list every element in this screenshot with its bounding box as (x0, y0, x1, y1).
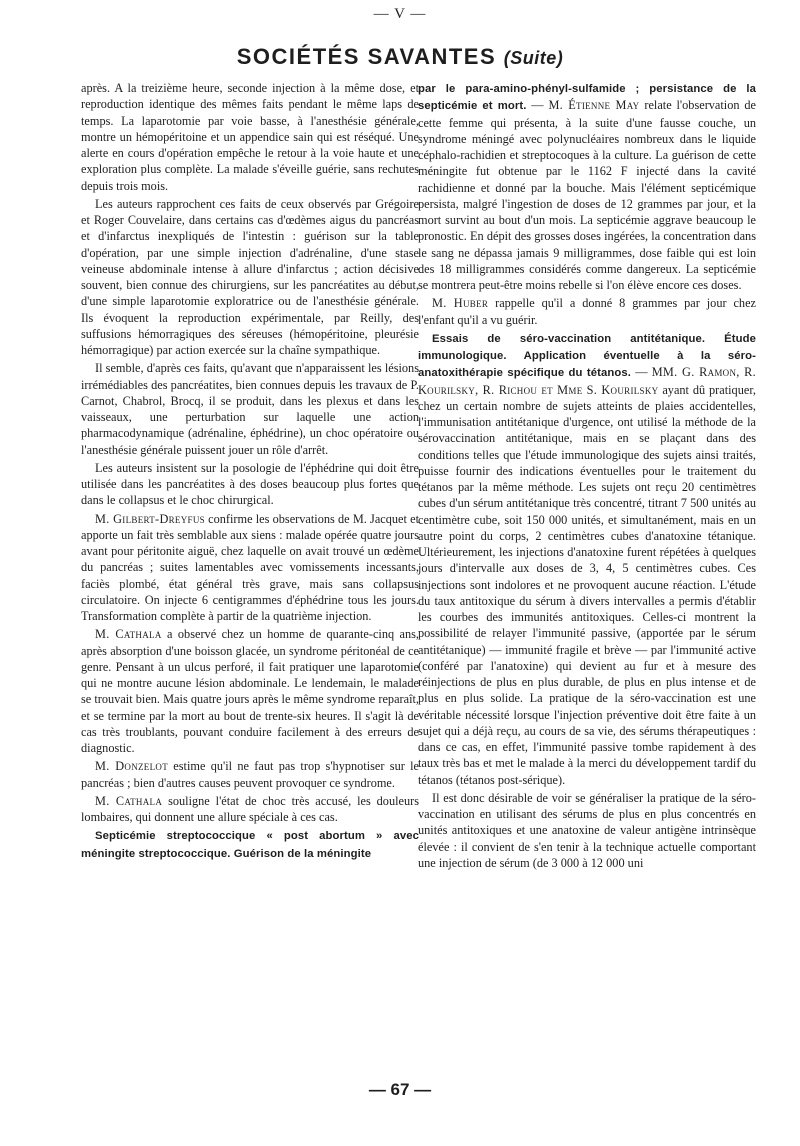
article-heading-text: Essais de séro-vaccination antitétanique. Étude immunologique. Application éventuelle à la séro-anatoxithérapie spécifique du tétanos. (418, 332, 756, 380)
left-column (81, 80, 419, 864)
speaker-name: M. Huber (432, 296, 489, 311)
paragraph (81, 511, 419, 625)
paragraph (81, 626, 419, 756)
paragraph (81, 758, 419, 791)
paragraph-text: rappelle qu'il a donné 8 grammes par jour chez l'enfant qu'il a vu guérir. (418, 296, 756, 327)
article-heading-text: par le para-amino-phényl-sulfamide ; persistance de la septicémie et mort. (418, 83, 756, 113)
speaker-name: M. Donzelot (95, 759, 168, 774)
speaker-name: M. Gilbert-Dreyfus (95, 511, 205, 526)
right-column (418, 80, 756, 873)
section-title-main: SOCIÉTÉS SAVANTES (236, 44, 497, 69)
separator: — (526, 98, 549, 113)
paragraph: Il est donc désirable de voir se généraliser la pratique de la séro-vaccination en utilisant des sérums de plus en plus concentrés en unités antitoxiques et une anatoxine de valeur antigène intrinsèque élevée : il convient de s'en tenir à la technique actuelle comportant une injection de sérum (de 3 000 à 12 000 uni (418, 790, 756, 870)
paragraph-text: a observé chez un homme de quarante-cinq ans, après absorption d'une boisson glacée, un syndrome péritonéal de ce genre. Pensant à un ulcus perforé, il fait pratiquer une laparotomie qui ne montre aucune lésion abdominale. Le lendemain, le malade se trouvait bien. Mais quatre jours après le même syndrome reparaît, et se termine par la mort au bout de trente-six heures. Il s'agit là de cas très troublants, pouvant conduire facilement à des erreurs de diagnostic. (81, 627, 419, 755)
paragraph (418, 80, 756, 293)
page-number: — 67 — (368, 1080, 432, 1099)
article-heading (81, 827, 419, 862)
paragraph-text: ayant dû pratiquer, chez un certain nombre de sujets atteints de plaies accidentelles, l'immunisation antitétanique d'urgence, ont utilisé la méthode de la sérovaccination antitétanique, mais en se plaçant dans des conditions telles que l'étude immunologique des sujets ainsi traités, puisse fournir des indications éventuelles pour le traitement du tétanos par la même méthode. Les sujets ont reçu 20 centimètres cubes d'un sérum antitétanique très concentré, titrant 7 500 unités au centimètre cube, soit 150 000 unités, et simultanément, mais en un autre point du corps, 2 centimètres cubes d'anatoxine tétanique. Ultérieurement, les injections d'anatoxine furent répétées à quelques jours d'intervalle aux doses de 3, 4, 5 centimètres cubes. Ces injections sont indolores et ne provoquent aucune réaction. L'étude du taux antitoxique du sérum à divers intervalles a permis d'établir les courbes des immunités antitoxiques. Celles-ci montrent la possibilité de relayer l'immunité passive, (apportée par le sérum antitétanique) — immunité fragile et brève — par l'immunité active (conféré par l'anatoxine) qui devient au fur et à mesure des réinjections de plus en plus durable, de plus en plus intense et de plus en plus solide. La pratique de la séro-vaccination est une véritable nécessité lorsque l'injection préventive doit être faite à un sujet qui a déjà reçu, au cours de sa vie, des sérums thérapeutiques : dans ce cas, en effet, l'immunité passive tombe rapidement à des taux très bas et met le malade à la merci du développement tardif du tétanos (tétanos post-sérique). (418, 382, 756, 787)
separator: — (631, 365, 652, 380)
speaker-name: M. Cathala (95, 793, 163, 808)
paragraph (418, 295, 756, 328)
paragraph-text: confirme les observations de M. Jacquet et apporte un fait très semblable aux siens : malade opérée quatre jours avant pour péritonite aiguë, chez laquelle on avait trouvé un œdème du pancréas ; suites lamentables avec vomissements incessants, faciès plombé, état général très grave, mais sans collapsus circulatoire. On injecte 6 centigrammes d'éphédrine tous les jours. Transformation complète à partir de la quatrième injection. (81, 511, 419, 623)
paragraph: Il semble, d'après ces faits, qu'avant que n'apparaissent les lésions irrémédiables des pancréatites, bien connues depuis les travaux de P. Carnot, Chabrol, Brocq, il se produit, dans les plexus et dans les vaisseaux, une perturbation sur laquelle une action pharmacodynamique (adrénaline, éphédrine), un choc opératoire ou l'anesthésie générale puissent jouer un rôle d'arrêt. (81, 361, 419, 457)
paragraph (81, 793, 419, 826)
paragraph-text: relate l'observation de cette femme qui présenta, à la suite d'une fausse couche, un syndrome méningé avec polynucléaires nombreux dans le liquide céphalo-rachidien et streptocoques à la culture. La guérison de cette méningite fut obtenue par le 1162 F injecté dans la cavité rachidienne et donné par la bouche. Mais l'élément septicémique persista, malgré l'ingestion de doses de 12 grammes par jour, et la mort survint au bout d'un mois. La septicémie aggrave beaucoup le pronostic. En dépit des grosses doses ingérées, la concentration dans le sang ne dépassa jamais 9 milligrammes, dose faible qui est loin des 18 milligrammes considérés comme dangereux. La septicémie se montrera peut-être moins rebelle si l'on élève encore ces doses. (418, 98, 756, 292)
speaker-name: M. Cathala (95, 627, 162, 642)
paragraph (418, 330, 756, 788)
speaker-name: M. Étienne May (548, 98, 640, 113)
section-title (0, 44, 800, 70)
section-title-suite: (Suite) (503, 48, 564, 68)
paragraph: Les auteurs insistent sur la posologie de l'éphédrine qui doit être utilisée dans les pancréatites à des doses beaucoup plus fortes que dans le collapsus et le choc chirurgical. (81, 460, 419, 508)
paragraph: Les auteurs rapprochent ces faits de ceux observés par Grégoire et Roger Couvelaire, dans certains cas d'œdèmes aigus du pancréas et d'infarctus inexpliqués de l'intestin : guérison sur la table d'opération, par une simple injection d'adrénaline, d'une stase veineuse abdominale intense à allure d'infarctus ; action décisive souvent, bien connue des chirurgiens, sur les pancréatites au début, d'une simple laparotomie exploratrice ou de l'anesthésie générale. Ils évoquent la reproduction expérimentale, par Reilly, des suffusions hémorragiques des séreuses (hémopéritoine, pleurésie hémorragique) par action exercée sur la chaîne sympathique. (81, 196, 419, 357)
article-heading-text: Septicémie streptococcique « post abortum » avec méningite streptococcique. Guérison de la méningite (81, 830, 419, 860)
page-number-roman: — V — (373, 6, 427, 22)
paragraph: après. A la treizième heure, seconde injection à la même dose, et reproduction identique des mêmes faits pendant le même laps de temps. La laparotomie par voie basse, à l'anesthésie générale, montre un hémopéritoine et un appendice sain qui est réséqué. Une alerte en cours d'opération empêche le retour à la voie haute et une exploration plus complète. La malade s'éveille guérie, sans rechutes depuis trois mois. (81, 81, 419, 193)
paragraph-text: souligne l'état de choc très accusé, les douleurs lombaires, qui donnent une allure spéciale à ces cas. (81, 793, 419, 824)
paragraph-text: estime qu'il ne faut pas trop s'hypnotiser sur le pancréas ; bien d'autres causes peuvent provoquer ce syndrome. (81, 759, 419, 790)
speaker-name: MM. G. Ramon, R. Kourilsky, R. Richou et Mme S. Kourilsky (418, 365, 756, 397)
